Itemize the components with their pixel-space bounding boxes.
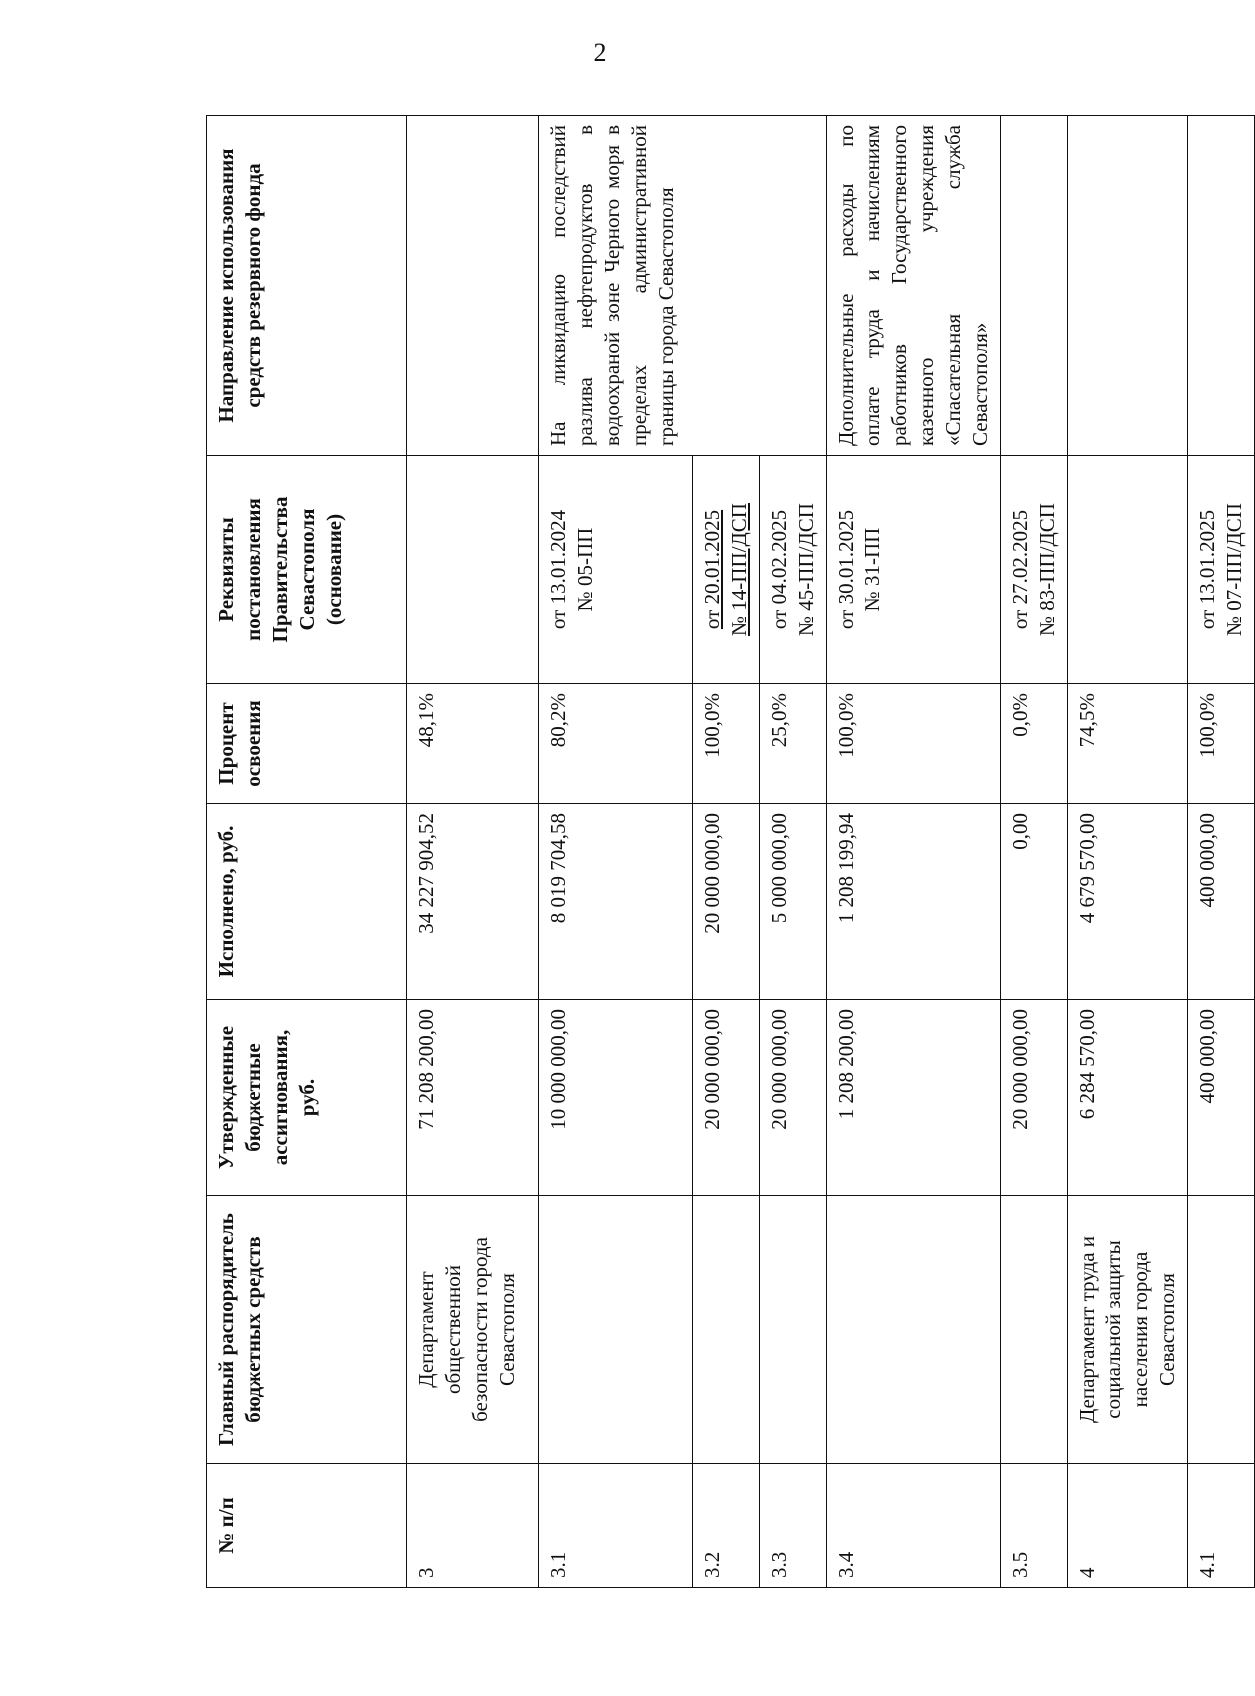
table-row: [1188, 116, 1255, 1588]
cell-executed: 1 208 199,94: [826, 804, 1000, 1000]
cell-name: Департамент общественной безопасности города Севастополя: [407, 1196, 539, 1464]
cell-basis: [693, 456, 760, 684]
cell-approved: 20 000 000,00: [693, 1000, 760, 1196]
cell-executed: 20 000 000,00: [693, 804, 760, 1000]
cell-direction: Дополнительные расходы по оплате труда и начислениям работников Государственного казенного учреждения «Спасательная служба Севастополя»: [826, 116, 1000, 456]
header-direction: Направление использования средств резервного фонда: [207, 116, 407, 456]
cell-executed: 34 227 904,52: [407, 804, 539, 1000]
cell-name: [539, 1196, 693, 1464]
cell-executed: 400 000,00: [1188, 804, 1255, 1000]
cell-direction: [407, 116, 539, 456]
cell-percent: 100,0%: [1188, 684, 1255, 804]
cell-name: [1188, 1196, 1255, 1464]
cell-approved: 71 208 200,00: [407, 1000, 539, 1196]
cell-no: 4.1: [1188, 1464, 1255, 1588]
cell-no: 3.1: [539, 1464, 693, 1588]
header-row: [207, 116, 407, 1588]
basis-number: № 14-ПП/ДСП: [726, 503, 751, 636]
header-name: Главный распорядитель бюджетных средств: [207, 1196, 407, 1464]
cell-percent: 74,5%: [1067, 684, 1188, 804]
cell-approved: 20 000 000,00: [759, 1000, 826, 1196]
basis-number: № 31-ПП: [860, 527, 885, 612]
cell-executed: 8 019 704,58: [539, 804, 693, 1000]
header-no: № п/п: [207, 1464, 407, 1588]
cell-percent: 100,0%: [693, 684, 760, 804]
cell-no: 4: [1067, 1464, 1188, 1588]
cell-name: [759, 1196, 826, 1464]
basis-date: от 27.02.2025: [1007, 509, 1032, 630]
basis-date: от 13.01.2024: [546, 509, 570, 630]
cell-no: 3.5: [1000, 1464, 1067, 1588]
basis-number: № 83-ПП/ДСП: [1034, 503, 1059, 636]
cell-name: Департамент труда и социальной защиты населения города Севастополя: [1067, 1196, 1188, 1464]
cell-approved: 1 208 200,00: [826, 1000, 1000, 1196]
table-row: [407, 116, 539, 1588]
cell-direction: [1067, 116, 1188, 456]
table-row: [1000, 116, 1067, 1588]
cell-executed: 0,00: [1000, 804, 1067, 1000]
cell-direction: [1000, 116, 1067, 456]
cell-name: [693, 1196, 760, 1464]
cell-no: 3.2: [693, 1464, 760, 1588]
basis-date: от 04.02.2025: [766, 509, 791, 630]
cell-no: 3.4: [826, 1464, 1000, 1588]
table-row: [1067, 116, 1188, 1588]
cell-approved: 6 284 570,00: [1067, 1000, 1188, 1196]
cell-approved: 400 000,00: [1188, 1000, 1255, 1196]
header-executed: Исполнено, руб.: [207, 804, 407, 1000]
cell-basis: [407, 456, 539, 684]
page-number: 2: [593, 38, 607, 67]
cell-percent: 25,0%: [759, 684, 826, 804]
cell-direction: На ликвидацию последствий разлива нефтепродуктов в водоохраной зоне Черного моря в пределах административной границы города Севастополя: [539, 116, 827, 456]
cell-name: [1000, 1196, 1067, 1464]
rotated-table-content: [206, 116, 1246, 1588]
basis-date: от 13.01.2025: [1195, 509, 1219, 630]
cell-percent: 48,1%: [407, 684, 539, 804]
cell-basis: [1188, 456, 1255, 684]
cell-approved: 20 000 000,00: [1000, 1000, 1067, 1196]
rotated-table-frame: [206, 116, 1246, 1588]
basis-number: № 05-ПП: [572, 527, 597, 612]
cell-executed: 4 679 570,00: [1067, 804, 1188, 1000]
cell-basis: [1000, 456, 1067, 684]
cell-no: 3: [407, 1464, 539, 1588]
header-approved: Утвержденные бюджетные ассигнования, руб.: [207, 1000, 407, 1196]
basis-number: № 07-ПП/ДСП: [1221, 503, 1246, 636]
table-row: [539, 116, 693, 1588]
reserve-fund-table: [206, 115, 1255, 1588]
basis-date: от 30.01.2025: [833, 509, 858, 630]
cell-percent: 100,0%: [826, 684, 1000, 804]
cell-basis: [539, 456, 693, 684]
cell-basis: [1067, 456, 1188, 684]
cell-no: 3.3: [759, 1464, 826, 1588]
header-percent: Процент освоения: [207, 684, 407, 804]
cell-approved: 10 000 000,00: [539, 1000, 693, 1196]
table-row: [826, 116, 1000, 1588]
basis-date: от 20.01.2025: [700, 509, 724, 630]
cell-basis: [826, 456, 1000, 684]
cell-percent: 80,2%: [539, 684, 693, 804]
cell-percent: 0,0%: [1000, 684, 1067, 804]
cell-executed: 5 000 000,00: [759, 804, 826, 1000]
header-basis: Реквизиты постановления Правительства Севастополя (основание): [207, 456, 407, 684]
cell-direction: [1188, 116, 1255, 456]
cell-name: [826, 1196, 1000, 1464]
basis-number: № 45-ПП/ДСП: [793, 503, 818, 636]
cell-basis: [759, 456, 826, 684]
